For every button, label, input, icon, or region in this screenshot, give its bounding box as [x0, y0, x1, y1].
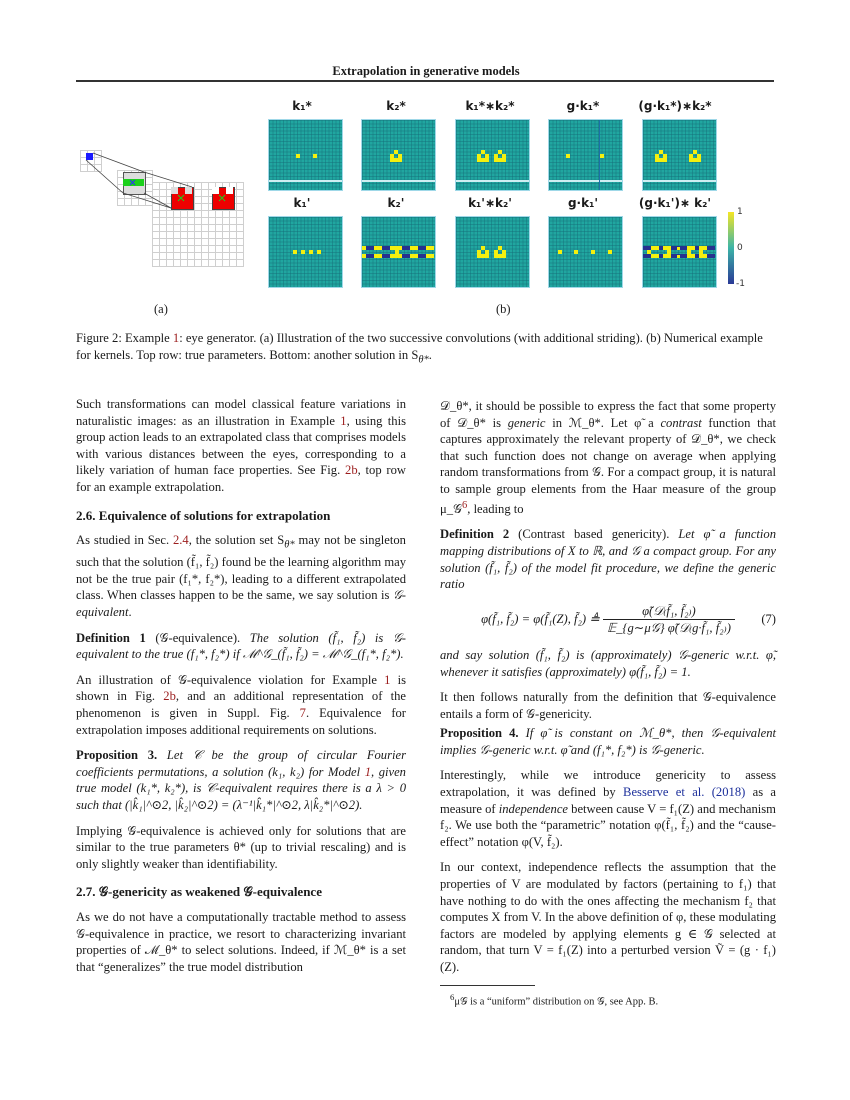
figure-caption: [76, 330, 776, 369]
proposition-body: If φ̃ is constant on ℳ_θ*, then 𝒢-equivalent implies 𝒢-generic w.r.t. φ̃ and (f₁*, f₂*) is 𝒢-generic.: [440, 726, 776, 757]
math-subscript: θ*: [284, 539, 295, 551]
kernel-pixel: [689, 158, 701, 162]
equation-number: (7): [761, 611, 776, 626]
paragraph: [76, 672, 406, 738]
left-column: [76, 396, 406, 984]
kernel-k2-prime: [362, 217, 435, 287]
text-run: function that captures approximately the relevant property of 𝒟_θ*, we check that such function does not change on average when applying random transformations from 𝒢. For a compact group, it is natural to sample group elements from the Haar measure of the group μ_𝒢: [440, 415, 776, 516]
caption-end: .: [428, 347, 432, 362]
kernel-pixel: [317, 250, 321, 254]
text-run: , leading to: [467, 501, 524, 516]
kernel-pixel: [677, 255, 680, 258]
section-ref-link[interactable]: 2.4: [172, 533, 189, 548]
kernel-separator: [362, 180, 435, 182]
text-run: between cause V = f₁(Z) and mechanism f₂. We use both the “parametric” notation φ(f̃₁, f̃₂) and the “cause-effect” notation φ(V, f̃₂).: [440, 801, 776, 849]
colorbar-min-label: -1: [736, 279, 745, 289]
right-column: [440, 398, 776, 1011]
text-run: , using this group action leads to an extrapolated class that comprises models with various distances between the eyes, corresponding to a likely variation of human face properties. See Fig.: [76, 413, 406, 478]
kernel-pixel: [608, 250, 612, 254]
proposition-label: Proposition 4.: [440, 726, 519, 741]
proposition-4: [440, 725, 776, 758]
kernel-pixel: [410, 254, 418, 258]
paragraph: [76, 532, 406, 620]
kernel-k1-prime: [269, 217, 342, 287]
definition-label: Definition 1: [76, 630, 146, 645]
footnote: [440, 989, 776, 1011]
definition-label: Definition 2: [440, 527, 510, 542]
panel-title-g-k1-conv-k2-prime: (g·k₁')∗ k₂': [638, 196, 712, 210]
text-run: 𝒟_θ*, it should be possible to express the fact that some property of 𝒟_θ* is: [440, 399, 776, 430]
kernel-pixel: [402, 254, 410, 258]
section-heading-2-6: 2.6. Equivalence of solutions for extrapolation: [76, 507, 331, 523]
kernel-pixel: [382, 246, 390, 250]
kernel-g-k1-prime: [549, 217, 622, 287]
kernel-separator: [549, 180, 622, 182]
kernel-pixel: [418, 254, 426, 258]
kernel-pixel: [313, 154, 317, 158]
text-run: 𝒢-equivalent: [76, 588, 406, 620]
kernel-pixel: [651, 246, 659, 250]
definition-body: Let φ̃ a function mapping distributions of X to ℝ, and 𝒢 a compact group. For any solution (f̃₁, f̃₂) of the model fit procedure, we define the generic ratio: [440, 527, 776, 592]
kernel-k1-star: [269, 120, 342, 190]
panel-title-k1-conv-k2-star: k₁*∗k₂*: [465, 99, 515, 113]
colorbar-mid-label: 0: [737, 243, 743, 253]
kernel-pixel: [426, 246, 434, 250]
kernel-pixel: [309, 250, 313, 254]
text-run: , given true model (k₁*, k₂*), is 𝒞-equivalent requires there is a λ > 0 such that (|k̂₁|^⊙2, |k̂₂|^⊙2) = (λ⁻¹|k̂₁*|^⊙2, λ|k̂₂*|^⊙2).: [76, 764, 406, 812]
figure-ref-link[interactable]: 2b: [163, 689, 176, 704]
colorbar-max-label: 1: [737, 207, 743, 217]
caption-prefix: Figure 2: Example: [76, 331, 173, 345]
caption-subscript: θ*: [418, 354, 429, 366]
equation-fraction: [603, 603, 735, 637]
section-heading-2-7: 2.7. 𝒢-genericity as weakened 𝒢-equivalence: [76, 884, 322, 900]
caption-text: : eye generator. (a) Illustration of the two successive convolutions (with additional striding). (b) Numerical example for kernels. Top row: true parameters. Bottom: another solution in S: [76, 331, 763, 362]
panel-title-g-k1-conv-k2-star: (g·k₁*)∗k₂*: [638, 99, 712, 113]
example-ref-link[interactable]: 1: [172, 331, 180, 345]
proposition-3: [76, 747, 406, 813]
footnote-text: μ𝒢 is a “uniform” distribution on 𝒢, see App. B.: [454, 996, 659, 1008]
kernel-pixel: [410, 246, 418, 250]
figure-2a-convolution-illustration: [80, 150, 260, 290]
text-run: contrast: [660, 415, 702, 430]
text-run: An illustration of 𝒢-equivalence violation for Example: [76, 672, 385, 687]
text-run: Such transformations can model classical feature variations in naturalistic images: as an illustration in Example: [76, 397, 406, 428]
kernel-pixel: [687, 254, 695, 258]
text-run: , top row for an example extrapolation.: [76, 463, 407, 494]
kernel-pixel: [477, 158, 489, 162]
panel-title-g-k1-prime: g·k₁': [567, 196, 599, 210]
kernel-separator: [456, 180, 529, 182]
panel-title-k2-prime: k₂': [387, 196, 405, 210]
text-run: , the solution set S: [188, 533, 285, 548]
kernel-pixel: [296, 154, 300, 158]
text-run: Interestingly, while we introduce genericity to assess extrapolation, it was defined by: [440, 768, 776, 800]
kernel-pixel: [566, 154, 570, 158]
paragraph: Implying 𝒢-equivalence is achieved only for solutions that are similar to the true parameters θ* (up to trivial rescaling) and is only slightly weaker than identifiability.: [76, 823, 406, 871]
kernel-pixel: [494, 158, 506, 162]
kernel-pixel: [558, 250, 562, 254]
kernel-pixel: [574, 250, 578, 254]
kernel-pixel: [366, 246, 374, 250]
footnote-mark: 6: [450, 991, 455, 1002]
proposition-label: Proposition 3.: [76, 748, 158, 763]
paragraph: In our context, independence reflects the assumption that the properties of V are modulated by factors (pertaining to f₁) that have nothing to do with the ones affecting the mechanism f₂ that computes X from V. In the above definition of φ, these modulating factors are modeled by applying elements g ∈ 𝒢 selected at random, that turn V = f₁(Z) into a perturbed version Ṽ = (g · f₁)(Z).: [440, 860, 776, 974]
panel-title-g-k1-star: g·k₁*: [566, 99, 600, 113]
suppl-figure-ref-link[interactable]: 7: [299, 706, 306, 721]
definition-2: [440, 526, 776, 592]
kernel-k2-star: [362, 120, 435, 190]
paragraph: It then follows naturally from the definition that 𝒢-equivalence entails a form of 𝒢-genericity.: [440, 690, 776, 721]
figure-ref-link[interactable]: 2b: [345, 463, 358, 478]
kernel-separator: [643, 180, 716, 182]
text-run: . Equivalence for extrapolation imposes additional requirements on solutions.: [76, 706, 406, 737]
paragraph: As we do not have a computationally tractable method to assess 𝒢-equivalence in practice, we resort to characterizing invariant properties of ℳ_θ* to select solutions. Indeed, if ℳ_θ* is a set that “generalizes” the true model distribution: [76, 909, 406, 974]
text-run: independence: [498, 801, 568, 816]
paragraph: [76, 396, 406, 496]
equation-lhs: φ(f̃₁, f̃₂) = φ(f̃₁(Z), f̃₂) ≜: [481, 611, 600, 626]
definition-2-tail: and say solution (f̃₁, f̃₂) is (approximately) 𝒢-generic w.r.t. φ̃, whenever it satisfies (approximately) φ(f̃₁, f̃₂) = 1.: [440, 647, 776, 679]
header-rule: [76, 80, 774, 82]
panel-title-k1-prime: k₁': [293, 196, 311, 210]
text-run: in ℳ_θ*. Let φ̃ a: [545, 415, 661, 430]
text-run: generic: [507, 415, 546, 430]
kernel-pixel: [390, 158, 402, 162]
kernel-pixel: [600, 154, 604, 158]
kernel-pixel: [418, 246, 426, 250]
paragraph: [440, 767, 776, 850]
footnote-ref-link[interactable]: 6: [462, 499, 468, 511]
kernel-pixel: [651, 254, 659, 258]
projection-lines: [80, 150, 260, 290]
equation-numerator: φ̃(𝒟₍f̃₁, f̃₂₎): [603, 603, 735, 621]
equation-7: [440, 603, 776, 637]
definition-body: The solution (f̃₁, f̃₂) is 𝒢-equivalent to the true (f₁*, f₂*) if ℳ^𝒢_(f̃₁, f̃₂) = ℳ^𝒢_(f₁*, f₂*).: [76, 630, 406, 662]
text-run: is shown in Fig.: [76, 672, 406, 704]
kernel-pixel: [699, 254, 707, 258]
kernel-pixel: [477, 254, 489, 258]
kernel-pixel: [382, 254, 390, 258]
kernel-pixel: [494, 254, 506, 258]
panel-title-k1-conv-k2-prime: k₁'∗k₂': [468, 196, 512, 210]
paragraph: [440, 398, 776, 517]
text-run: may not be singleton such that the solution (f̃₁, f̃₂) found be the learning algorithm may not be the true pair (f₁*, f₂*), leading to a different extrapolated class. When classes happen to be the same, we say solution is: [76, 533, 406, 603]
running-title: Extrapolation in generative models: [332, 64, 520, 78]
kernel-g-k1-conv-k2-prime: [643, 217, 716, 287]
panel-title-k1-star: k₁*: [292, 99, 312, 113]
example-ref-link[interactable]: 1: [340, 413, 347, 428]
definition-1: [76, 630, 406, 663]
kernel-pixel: [402, 246, 410, 250]
kernel-pixel: [426, 254, 434, 258]
equation-denominator: 𝔼_{g∼μ𝒢} φ̃(𝒟₍g·f̃₁, f̃₂₎): [606, 621, 731, 636]
text-run: Let 𝒞 be the group of circular Fourier coefficients permutations, a solution (k₁, k₂) for Model: [76, 748, 406, 779]
kernel-pixel: [663, 254, 671, 258]
citation-link[interactable]: Besserve et al. (2018): [623, 785, 746, 800]
kernel-pixel: [677, 247, 680, 250]
kernel-g-k1-star: [549, 120, 622, 190]
text-run: As studied in Sec.: [76, 533, 173, 548]
text-run: .: [128, 605, 132, 620]
text-run: , and an additional representation of the phenomenon is given in Suppl. Fig.: [76, 689, 406, 721]
kernel-k1-conv-k2-star: [456, 120, 529, 190]
kernel-g-k1-conv-k2-star: [643, 120, 716, 190]
text-run: as a measure of: [440, 785, 776, 816]
footnote-rule: [440, 985, 535, 986]
kernel-pixel: [655, 158, 667, 162]
kernel-pixel: [293, 250, 297, 254]
kernel-pixel: [301, 250, 305, 254]
kernel-separator: [269, 180, 342, 182]
subfigure-a-label: (a): [154, 302, 168, 316]
kernel-k1-conv-k2-prime: [456, 217, 529, 287]
subfigure-b-label: (b): [496, 302, 511, 316]
colorbar: [728, 212, 734, 284]
example-ref-link[interactable]: 1: [384, 672, 391, 687]
text-run: (Contrast based genericity).: [509, 527, 679, 542]
kernel-pixel: [591, 250, 595, 254]
text-run: (𝒢-equivalence).: [145, 630, 250, 645]
kernel-pixel: [374, 246, 382, 250]
model-ref-link[interactable]: 1: [364, 764, 371, 779]
panel-title-k2-star: k₂*: [386, 99, 406, 113]
kernel-pixel: [374, 254, 382, 258]
kernel-pixel: [390, 254, 402, 258]
kernel-pixel: [366, 254, 374, 258]
